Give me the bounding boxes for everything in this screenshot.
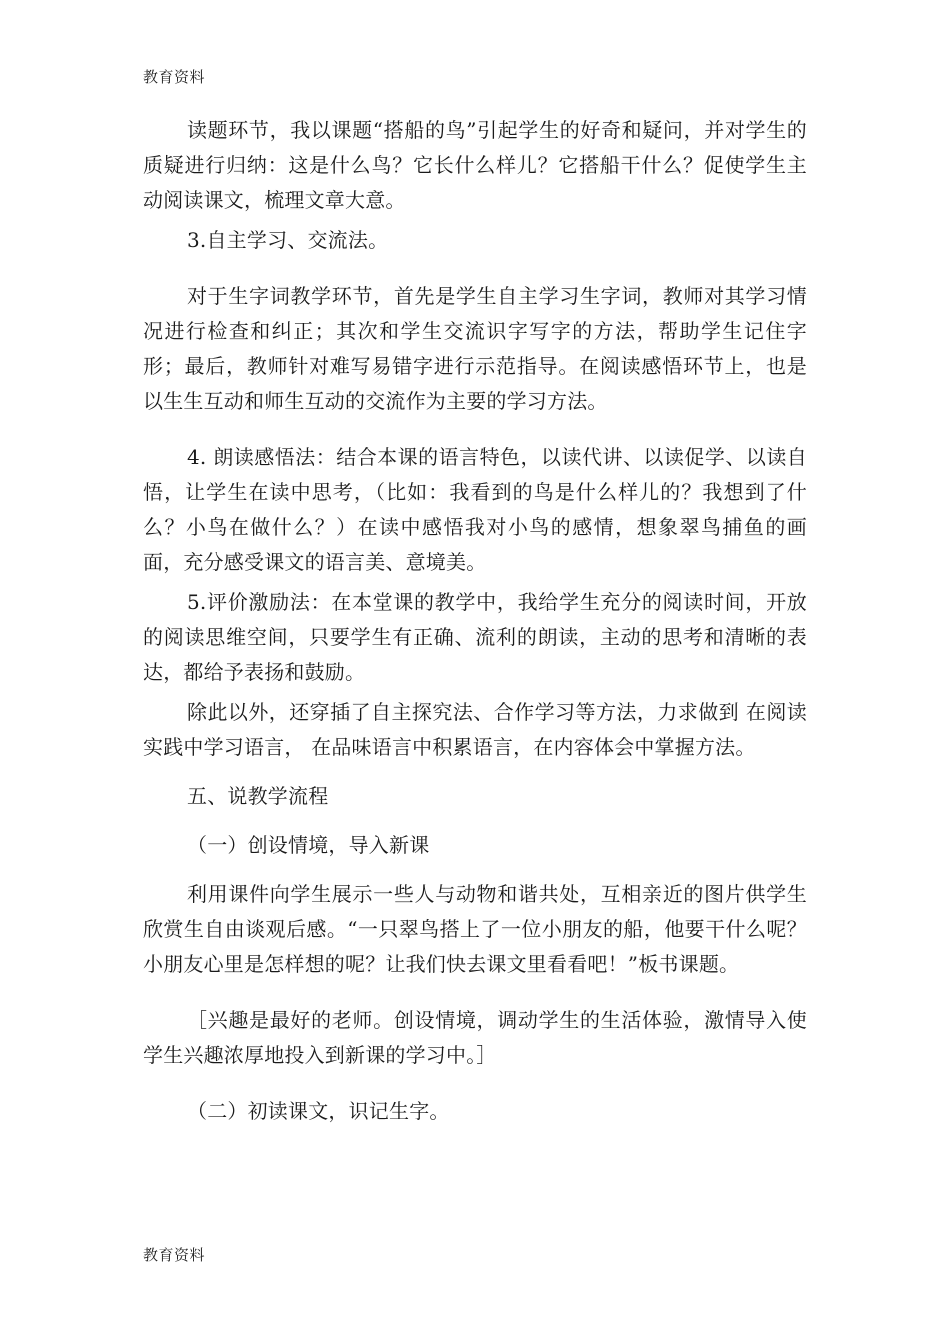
heading-create-situation: （一）创设情境，导入新课: [187, 833, 430, 857]
paragraph-courseware-intro: 利用课件向学生展示一些人与动物和谐共处，互相亲近的图片供学生欣赏生自由谈观后感。“一只翠鸟搭上了一位小朋友的船，他要干什么呢？小朋友心里是怎样想的呢？让我们快去课文里看看吧！”板书课题。: [143, 882, 807, 976]
paragraph-reading-perception-method: 4. 朗读感悟法：结合本课的语言特色，以读代讲、以读促学、以读自悟，让学生在读中思考，（比如：我看到的鸟是什么样儿的？我想到了什么？小鸟在做什么？）在读中感悟我对小鸟的感情，想象翠鸟捕鱼的画面，充分感受课文的语言美、意境美。: [143, 445, 807, 574]
paragraph-evaluation-method: 5.评价激励法：在本堂课的教学中，我给学生充分的阅读时间，开放的阅读思维空间，只要学生有正确、流利的朗读，主动的思考和清晰的表达，都给予表扬和鼓励。: [143, 590, 807, 684]
paragraph-other-methods: 除此以外，还穿插了自主探究法、合作学习等方法，力求做到 在阅读实践中学习语言， 在品味语言中积累语言，在内容体会中掌握方法。: [143, 700, 807, 759]
paragraph-reading-title: 读题环节，我以课题“搭船的鸟”引起学生的好奇和疑问，并对学生的质疑进行归纳：这是什么鸟？它长什么样儿？它搭船干什么？促使学生主动阅读课文，梳理文章大意。: [143, 118, 807, 212]
page-header: 教育资料: [143, 68, 206, 86]
document-body: [143, 113, 807, 1129]
heading-self-study-method: 3.自主学习、交流法。: [187, 228, 389, 252]
heading-first-reading: （二）初读课文，识记生字。: [187, 1099, 450, 1123]
paragraph-vocabulary-teaching: 对于生字词教学环节，首先是学生自主学习生字词，教师对其学习情况进行检查和纠正；其次和学生交流识字写字的方法，帮助学生记住字形；最后，教师针对难写易错字进行示范指导。在阅读感悟环节上，也是以生生互动和师生互动的交流作为主要的学习方法。: [143, 284, 807, 413]
paragraph-interest-note: ［兴趣是最好的老师。创设情境，调动学生的生活体验，激情导入使学生兴趣浓厚地投入到新课的学习中。］: [143, 1008, 807, 1067]
heading-teaching-process: 五、说教学流程: [187, 784, 329, 808]
page-footer: 教育资料: [143, 1246, 206, 1264]
